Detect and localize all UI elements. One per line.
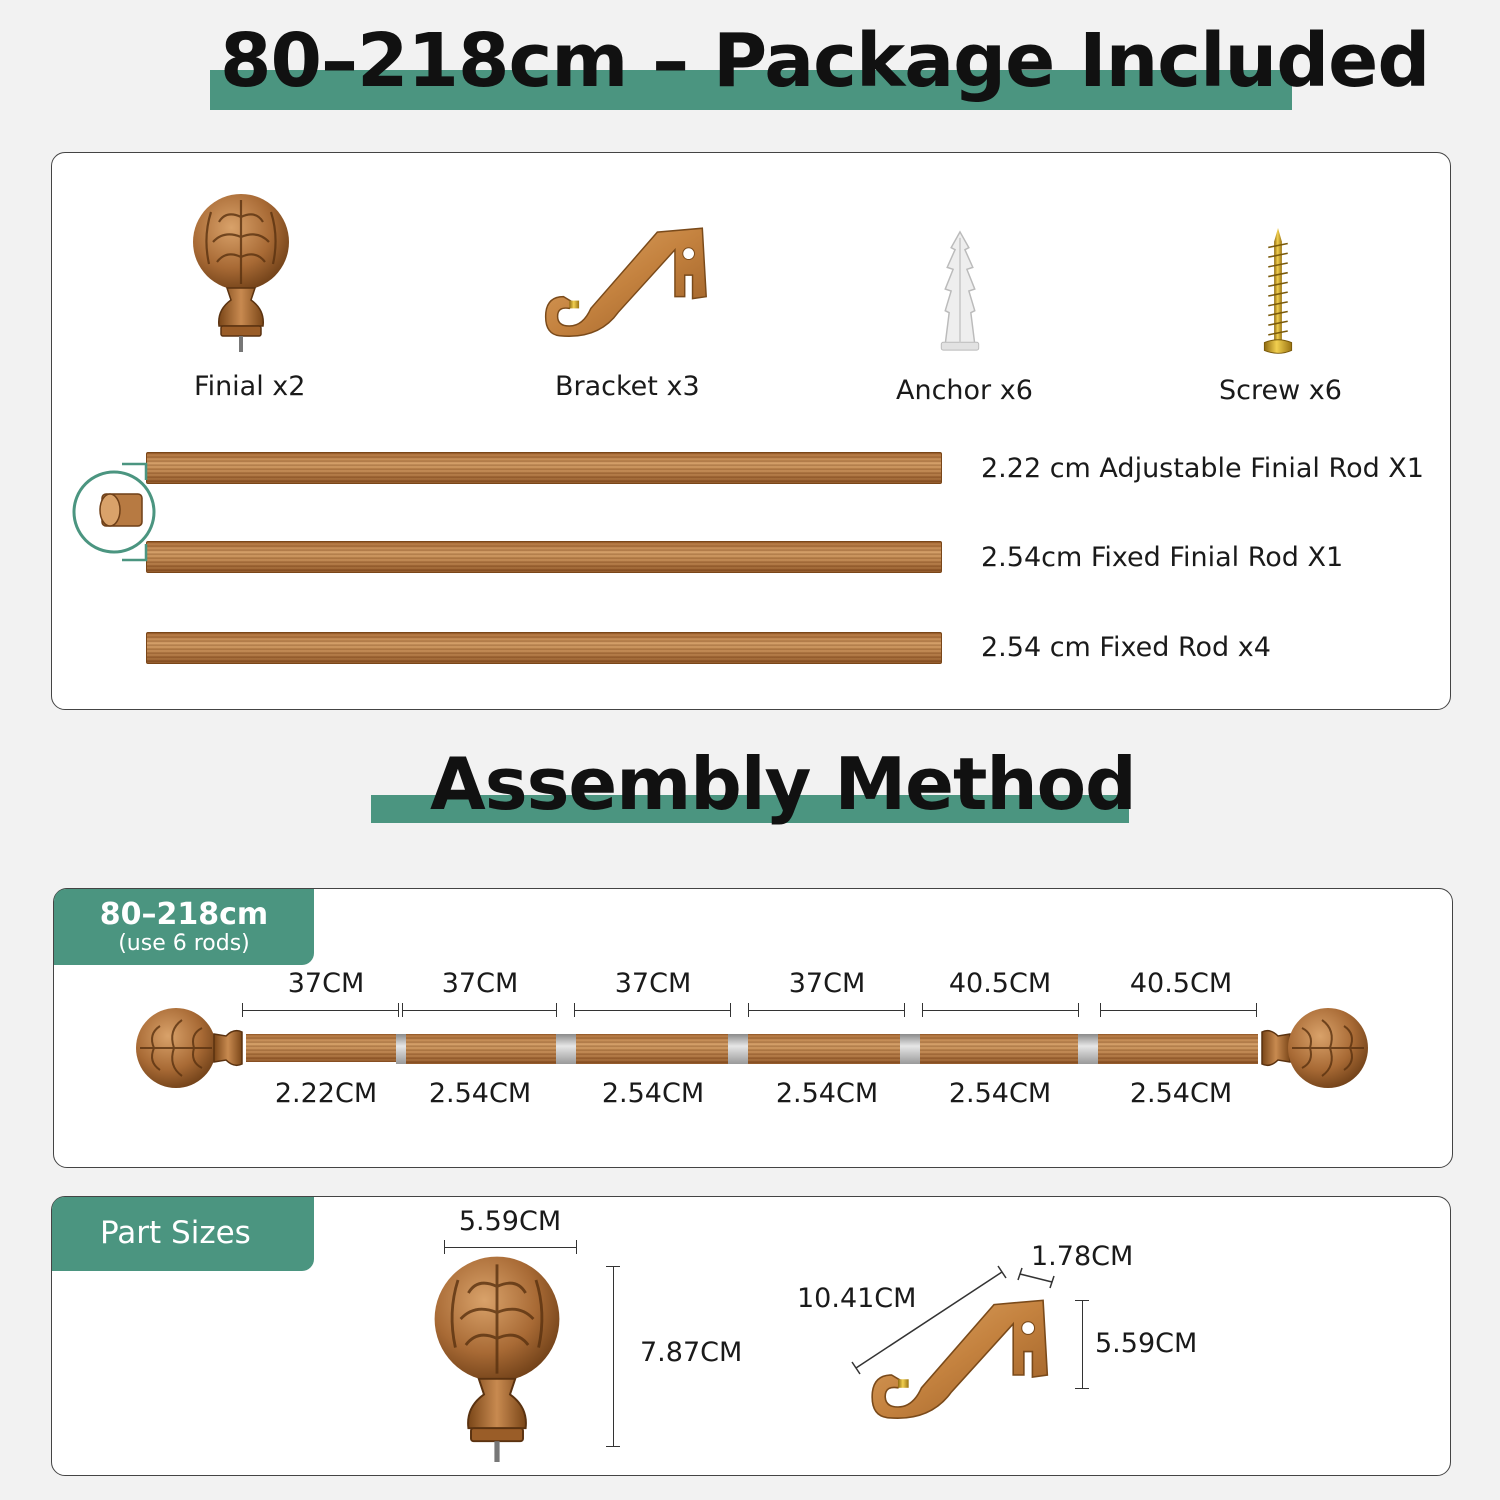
finial-width-label: 5.59CM xyxy=(458,1206,562,1237)
dimension-line xyxy=(748,1010,904,1011)
segment-diameter: 2.54CM xyxy=(1129,1078,1233,1109)
dimension-tick xyxy=(606,1266,620,1267)
assembly-tab xyxy=(54,889,314,965)
segment-diameter: 2.54CM xyxy=(601,1078,705,1109)
dimension-tick xyxy=(574,1003,575,1017)
segment-length: 37CM xyxy=(441,968,519,999)
segment-length: 40.5CM xyxy=(1129,968,1233,999)
rod-label-adjustable: 2.22 cm Adjustable Finial Rod X1 xyxy=(981,453,1424,484)
dimension-tick xyxy=(576,1240,577,1254)
item-label-bracket: Bracket x3 xyxy=(555,371,700,402)
screw-icon xyxy=(1258,228,1298,364)
segment-length: 37CM xyxy=(287,968,365,999)
bracket-height-label: 5.59CM xyxy=(1095,1328,1198,1359)
segment-length: 37CM xyxy=(614,968,692,999)
finial-size-icon xyxy=(432,1250,562,1466)
dimension-line-vertical xyxy=(1082,1300,1083,1388)
item-label-anchor: Anchor x6 xyxy=(896,375,1033,406)
anchor-icon xyxy=(935,228,985,356)
segment-diameter: 2.54CM xyxy=(775,1078,879,1109)
item-label-finial: Finial x2 xyxy=(194,371,306,402)
dimension-line-vertical xyxy=(613,1266,614,1446)
bracket-icon xyxy=(540,218,716,346)
dimension-tick xyxy=(606,1446,620,1447)
dimension-tick xyxy=(1075,1300,1089,1301)
dimension-tick xyxy=(242,1003,243,1017)
dimension-tick xyxy=(1075,1388,1089,1389)
dimension-tick xyxy=(402,1003,403,1017)
rod-label-fixed: 2.54 cm Fixed Rod x4 xyxy=(981,632,1271,663)
dimension-tick xyxy=(398,1003,399,1017)
segment-diameter: 2.54CM xyxy=(428,1078,532,1109)
bracket-length-label: 10.41CM xyxy=(797,1283,917,1314)
segment-length: 37CM xyxy=(788,968,866,999)
dimension-line xyxy=(574,1010,730,1011)
left-finial-icon xyxy=(134,1006,250,1090)
assembly-rod-segment xyxy=(246,1034,396,1062)
right-finial-icon xyxy=(1254,1006,1370,1090)
item-label-screw: Screw x6 xyxy=(1219,375,1342,406)
assembly-rod-segment xyxy=(748,1034,900,1064)
part-sizes-tab-title: Part Sizes xyxy=(100,1215,251,1251)
assembly-tab-title: 80–218cm xyxy=(99,897,269,932)
dimension-tick xyxy=(1256,1003,1257,1017)
dimension-tick xyxy=(730,1003,731,1017)
dimension-line xyxy=(444,1247,576,1248)
segment-length: 40.5CM xyxy=(948,968,1052,999)
adjustable-finial-rod xyxy=(146,452,942,484)
finial-height-label: 7.87CM xyxy=(640,1337,743,1368)
dimension-tick xyxy=(556,1003,557,1017)
dimension-tick xyxy=(904,1003,905,1017)
assembly-title: Assembly Method xyxy=(430,742,1136,826)
part-sizes-tab xyxy=(52,1197,314,1271)
rod-joint xyxy=(1078,1034,1098,1064)
bracket-size-icon xyxy=(866,1288,1058,1430)
assembly-rod-segment xyxy=(576,1034,728,1064)
fixed-rod xyxy=(146,632,942,664)
rod-joint xyxy=(396,1034,406,1064)
dimension-tick xyxy=(922,1003,923,1017)
dimension-line xyxy=(1100,1010,1256,1011)
rod-joint xyxy=(556,1034,576,1064)
rod-joint xyxy=(900,1034,920,1064)
rod-end-callout xyxy=(70,460,160,564)
dimension-line xyxy=(402,1010,556,1011)
dimension-tick xyxy=(1078,1003,1079,1017)
dimension-line xyxy=(922,1010,1078,1011)
assembly-rod-segment xyxy=(1098,1034,1258,1064)
bracket-width-label: 1.78CM xyxy=(1031,1241,1134,1272)
assembly-rod-segment xyxy=(406,1034,556,1064)
segment-diameter: 2.54CM xyxy=(948,1078,1052,1109)
dimension-tick xyxy=(1100,1003,1101,1017)
page-title: 80–218cm – Package Included xyxy=(220,18,1430,104)
dimension-line xyxy=(242,1010,398,1011)
segment-diameter: 2.22CM xyxy=(274,1078,378,1109)
rod-joint xyxy=(728,1034,748,1064)
rod-label-fixed-finial: 2.54cm Fixed Finial Rod X1 xyxy=(981,542,1344,573)
fixed-finial-rod xyxy=(146,541,942,573)
dimension-tick xyxy=(748,1003,749,1017)
assembly-rod-segment xyxy=(920,1034,1078,1064)
finial-icon xyxy=(185,192,297,352)
assembly-tab-subtitle: (use 6 rods) xyxy=(118,931,250,956)
